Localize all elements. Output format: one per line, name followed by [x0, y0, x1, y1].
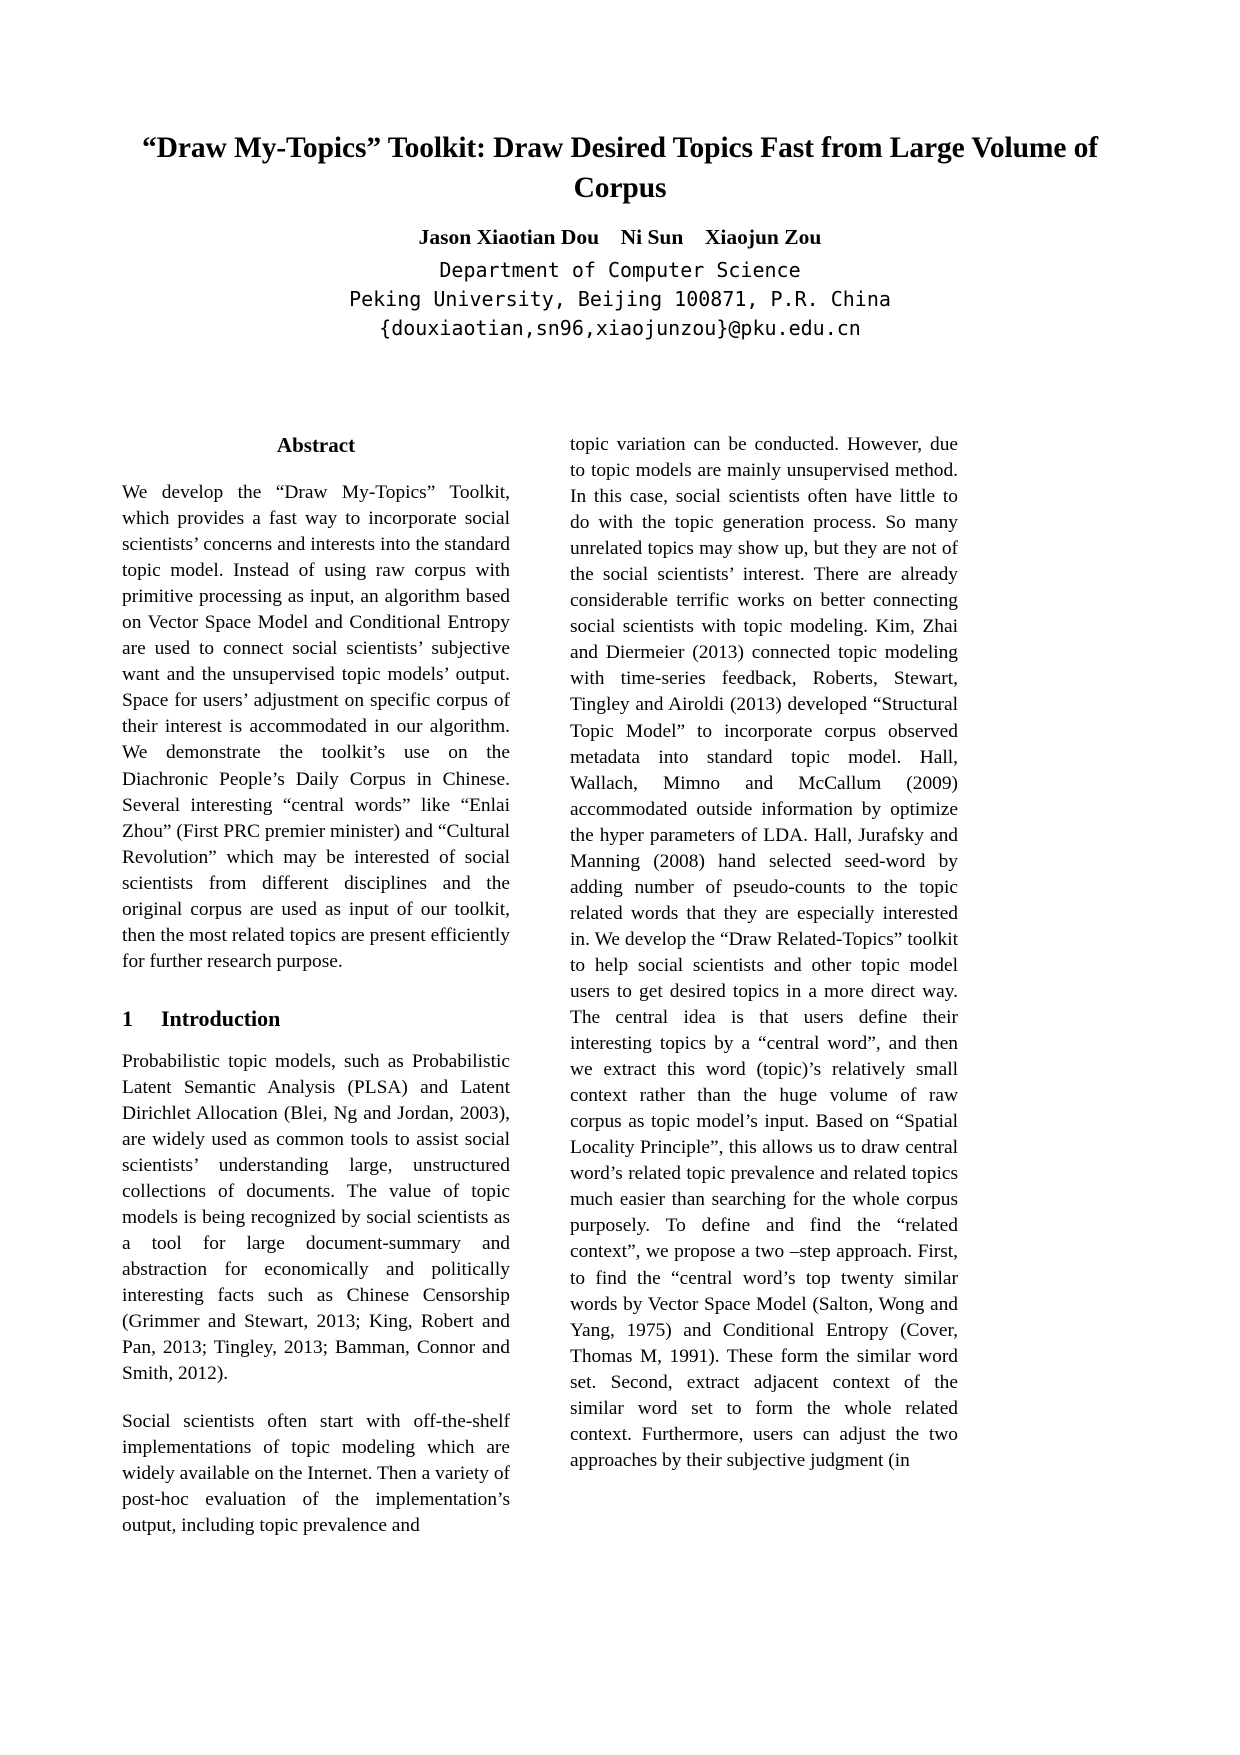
left-column	[122, 432, 510, 1539]
right-column	[570, 432, 958, 1474]
intro-paragraph-2: Social scientists often start with off-the-shelf implementations of topic modeling which are widely available on the Internet. Then a variety of post-hoc evaluation of the implementation’s output, including topic prevalence and	[122, 1410, 510, 1536]
abstract-text: We develop the “Draw My-Topics” Toolkit, which provides a fast way to incorporate social scientists’ concerns and interests into the standard topic model. Instead of using raw corpus with primitive processing as input, an algorithm based on Vector Space Model and Conditional Entropy are used to connect social scientists’ subjective want and the unsupervised topic models’ output. Space for users’ adjustment on specific corpus of their interest is accommodated in our algorithm. We demonstrate the toolkit’s use on the Diachronic People’s Daily Corpus in Chinese. Several interesting “central words” like “Enlai Zhou” (First PRC premier minister) and “Cultural Revolution” which may be interested of social scientists from different disciplines and the original corpus are used as input of our toolkit, then the most related topics are present efficiently for further research purpose.	[122, 482, 510, 972]
affiliation-department: Department of Computer Science	[439, 258, 801, 282]
author-emails: {douxiaotian,sn96,xiaojunzou}@pku.edu.cn	[379, 316, 861, 340]
page-title: “Draw My-Topics” Toolkit: Draw Desired Topics Fast from Large Volume of Corpus	[141, 132, 1099, 204]
section-heading-introduction	[122, 1005, 510, 1033]
author-names: Jason Xiaotian Dou Ni Sun Xiaojun Zou	[418, 225, 822, 249]
author-block	[120, 222, 1120, 343]
intro-paragraph-1: Probabilistic topic models, such as Probabilistic Latent Semantic Analysis (PLSA) and Latent Dirichlet Allocation (Blei, Ng and Jordan, 2003), are widely used as common tools to assist social scientists’ understanding large, unstructured collections of documents. The value of topic models is being recognized by social scientists as a tool for large document-summary and abstraction for economically and politically interesting facts such as Chinese Censorship (Grimmer and Stewart, 2013; King, Robert and Pan, 2013; Tingley, 2013; Bamman, Connor and Smith, 2012).	[122, 1050, 510, 1385]
intro-continued-paragraph: topic variation can be conducted. However, due to topic models are mainly unsupervised method. In this case, social scientists often have little to do with the topic generation process. So many unrelated topics may show up, but they are not of the social scientists’ interest. There are already considerable terrific works on better connecting social scientists with topic modeling. Kim, Zhai and Diermeier (2013) connected topic modeling with time-series feedback, Roberts, Stewart, Tingley and Airoldi (2013) developed “Structural Topic Model” to incorporate corpus observed metadata into standard topic model. Hall, Wallach, Mimno and McCallum (2009) accommodated outside information by optimize the hyper parameters of LDA. Hall, Jurafsky and Manning (2008) hand selected seed-word by adding number of pseudo-counts to the topic related words that they are especially interested in. We develop the “Draw Related-Topics” toolkit to help social scientists and other topic model users to get desired topics in a more direct way. The central idea is that users define their interesting topics by a “central word”, and then we extract this word (topic)’s relatively small context rather than the huge volume of raw corpus as topic model’s input. Based on “Spatial Locality Principle”, this allows us to draw central word’s related topic prevalence and related topics much easier than searching for the whole corpus purposely. To define and find the “related context”, we propose a two –step approach. First, to find the “central word’s top twenty similar words by Vector Space Model (Salton, Wong and Yang, 1975) and Conditional Entropy (Cover, Thomas M, 1991). These form the similar word set. Second, extract adjacent context of the similar word set to form the whole related context. Furthermore, users can adjust the two approaches by their subjective judgment (in	[570, 434, 958, 1471]
section-number: 1	[122, 1005, 133, 1031]
section-title: Introduction	[161, 1005, 281, 1031]
abstract-heading: Abstract	[276, 433, 356, 457]
title-block	[120, 128, 1120, 208]
affiliation-university: Peking University, Beijing 100871, P.R. China	[349, 287, 891, 311]
